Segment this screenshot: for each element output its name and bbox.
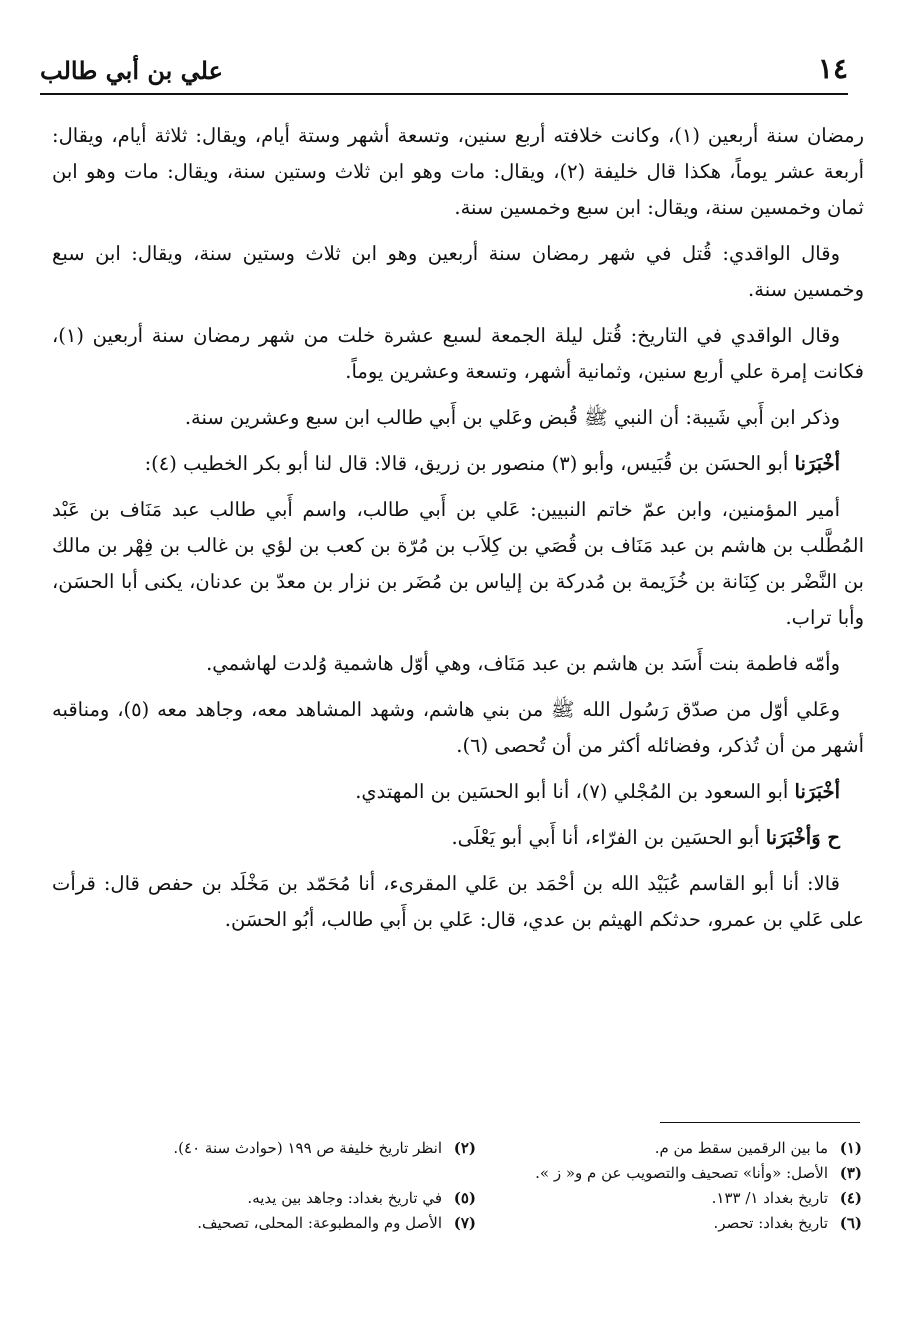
footnote-2 — [90, 1136, 476, 1161]
paragraph-9 — [52, 774, 864, 810]
footnote-5 — [90, 1186, 476, 1211]
paragraph-5 — [52, 446, 864, 482]
footnote-number: (٤) — [839, 1189, 862, 1207]
lead-wa-akhbarana: ح وَأخْبَرَنا — [765, 826, 840, 849]
footnote-rule — [660, 1122, 860, 1123]
paragraph-5-text: أبو الحسَن بن قُبَيس، وأبو (٣) منصور بن زريق، قالا: قال لنا أبو بكر الخطيب (٤): — [144, 452, 789, 475]
footnote-number: (١) — [839, 1139, 862, 1157]
footnote-6 — [476, 1211, 862, 1236]
paragraph-8: وعَلي أوّل من صدّق رَسُول الله ﷺ من بني هاشم، وشهد المشاهد معه، وجاهد معه (٥)، ومناقبه أشهر من أن تُذكر، وفضائله أكثر من أن تُحصى (٦). — [52, 698, 864, 757]
footnote-7 — [90, 1211, 476, 1236]
footnote-row — [90, 1211, 862, 1236]
main-text — [52, 118, 864, 948]
footnote-text: تاريخ بغداد: تحصر. — [713, 1214, 828, 1232]
footnote-1 — [476, 1136, 862, 1161]
paragraph-9-text: أبو السعود بن المُجْلي (٧)، أنا أبو الحسَين بن المهتدي. — [355, 780, 789, 803]
page-header — [40, 48, 848, 96]
footnote-number: (٢) — [453, 1139, 476, 1157]
page-number: ١٤ — [817, 52, 848, 85]
footnote-row — [90, 1136, 862, 1161]
paragraph-6: أمير المؤمنين، وابن عمّ خاتم النبيين: عَلي بن أَبي طالب، واسم أَبي طالب عبد مَنَاف بن عَبْد المُطَّلب بن هاشم بن عبد مَنَاف بن قُصَي بن كِلاَب بن مُرّة بن كعب بن لؤي بن غالب بن فِهْر بن مالك بن النَّضْر بن كِنَانة بن خُزَيمة بن مُدركة بن إلياس بن مُضَر بن نزار بن معدّ بن عدنان، يكنى أبا الحسَن، وأبا تراب. — [52, 498, 864, 629]
header-rule — [40, 93, 848, 95]
paragraph-7: وأمّه فاطمة بنت أَسَد بن هاشم بن عبد مَنَاف، وهي أوّل هاشمية وُلدت لهاشمي. — [206, 652, 840, 675]
paragraph-3: وقال الواقدي في التاريخ: قُتل ليلة الجمعة لسبع عشرة خلت من شهر رمضان سنة أربعين (١)، فكانت إمرة علي أربع سنين، وثمانية أشهر، وتسعة وعشرين يوماً. — [52, 324, 864, 383]
paragraph-2: وقال الواقدي: قُتل في شهر رمضان سنة أربعين وهو ابن ثلاث وستين سنة، ويقال: ابن سبع وخمسين سنة. — [52, 242, 864, 301]
paragraph-10 — [52, 820, 864, 856]
paragraph-10-text: أبو الحسَين بن الفرّاء، أنا أَبي أبو يَعْلَى. — [451, 826, 760, 849]
footnote-text: الأصل وم والمطبوعة: المحلى، تصحيف. — [197, 1214, 442, 1232]
footnote-number: (٦) — [839, 1214, 862, 1232]
paragraph-11: قالا: أنا أبو القاسم عُبَيْد الله بن أحْمَد بن عَلي المقرىء، أنا مُحَمّد بن مَخْلَد بن حفص قال: قرأت على عَلي بن عمرو، حدثكم الهيثم بن عدي، قال: عَلي بن أَبي طالب، أبُو الحسَن. — [52, 872, 864, 931]
paragraph-1: رمضان سنة أربعين (١)، وكانت خلافته أربع سنين، وتسعة أشهر وستة أيام، ويقال: ثلاثة أيام، ويقال: أربعة عشر يوماً، هكذا قال خليفة (٢)، ويقال: مات وهو ابن ثلاث وستين سنة، ويقال: مات وهو ابن ثمان وخمسين سنة، ويقال: ابن سبع وخمسين سنة. — [52, 124, 865, 219]
footnote-number: (٥) — [453, 1189, 476, 1207]
paragraph-4: وذكر ابن أَبي شَيبة: أن النبي ﷺ قُبض وعَلي بن أَبي طالب ابن سبع وعشرين سنة. — [184, 406, 840, 429]
lead-akhbarana: أخْبَرَنا — [794, 452, 840, 475]
footnote-row — [90, 1161, 862, 1186]
footnote-text: انظر تاريخ خليفة ص ١٩٩ (حوادث سنة ٤٠). — [173, 1139, 442, 1157]
footnote-row — [90, 1186, 862, 1211]
footnote-text: ما بين الرقمين سقط من م. — [654, 1139, 828, 1157]
footnotes — [90, 1136, 862, 1236]
footnote-text: تاريخ بغداد ١/ ١٣٣. — [711, 1189, 828, 1207]
lead-akhbarana-2: أخْبَرَنا — [794, 780, 840, 803]
footnote-number: (٧) — [453, 1214, 476, 1232]
footnote-number: (٣) — [839, 1164, 862, 1182]
footnote-text: في تاريخ بغداد: وجاهد بين يديه. — [247, 1189, 442, 1207]
footnote-text: الأصل: «وأنا» تصحيف والتصويب عن م و« ز ». — [535, 1164, 828, 1182]
footnote-4 — [476, 1186, 862, 1211]
running-title: علي بن أبي طالب — [40, 56, 223, 85]
footnote-3 — [476, 1161, 862, 1186]
